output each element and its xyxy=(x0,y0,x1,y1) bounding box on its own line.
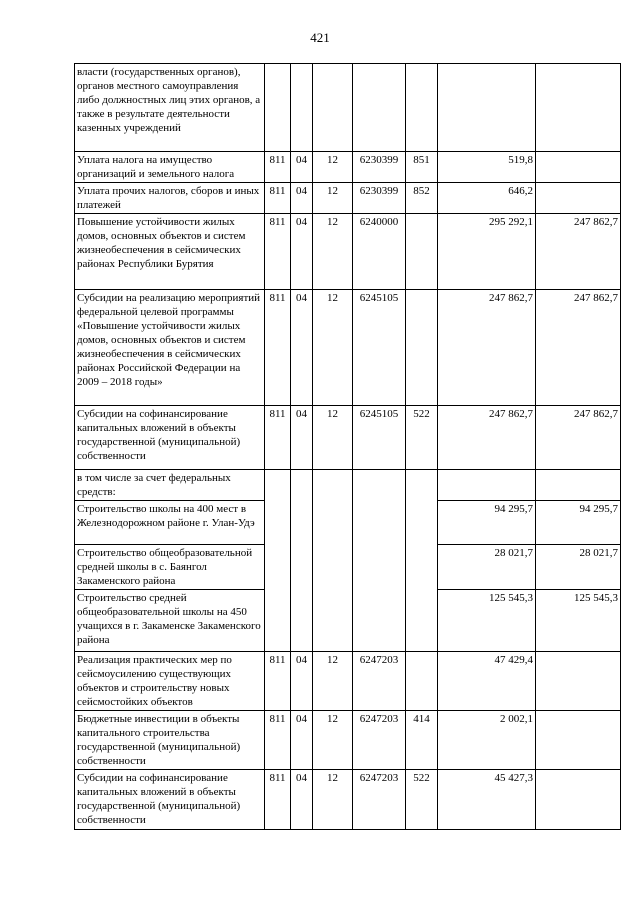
sum-col-1 xyxy=(438,64,536,152)
federal-item-name: Строительство общеобразовательной средней школы в с. Баянгол Закаменского района xyxy=(75,545,265,590)
sum-col-1 xyxy=(438,470,536,501)
table-row xyxy=(75,183,621,214)
row-name: Субсидии на софинансирование капитальных вложений в объекты государственной (муниципальной) собственности xyxy=(75,406,265,470)
rz-code xyxy=(291,470,313,652)
row-name: Реализация практических мер по сейсмоусилению существующих объектов и строительству новых сейсмостойких объектов xyxy=(75,652,265,711)
rz-code: 04 xyxy=(291,183,313,214)
rz-code: 04 xyxy=(291,290,313,406)
pr-code: 12 xyxy=(313,152,353,183)
pr-code: 12 xyxy=(313,652,353,711)
vr-code xyxy=(406,470,438,652)
rz-code: 04 xyxy=(291,152,313,183)
sum-col-2 xyxy=(536,64,621,152)
sum-col-1: 519,8 xyxy=(438,152,536,183)
sum-col-1: 45 427,3 xyxy=(438,770,536,830)
table-row xyxy=(75,64,621,152)
grbs-code: 811 xyxy=(265,652,291,711)
sum-col-2 xyxy=(536,152,621,183)
rz-code: 04 xyxy=(291,711,313,770)
grbs-code: 811 xyxy=(265,290,291,406)
table-row xyxy=(75,214,621,290)
page-number: 421 xyxy=(310,30,330,45)
grbs-code: 811 xyxy=(265,214,291,290)
grbs-code: 811 xyxy=(265,152,291,183)
vr-code: 522 xyxy=(406,406,438,470)
pr-code xyxy=(313,470,353,652)
sum-col-1: 2 002,1 xyxy=(438,711,536,770)
sum-col-2 xyxy=(536,770,621,830)
sum-col-2: 247 862,7 xyxy=(536,214,621,290)
pr-code: 12 xyxy=(313,406,353,470)
grbs-code xyxy=(265,64,291,152)
rz-code: 04 xyxy=(291,406,313,470)
sum-col-2: 125 545,3 xyxy=(536,590,621,652)
grbs-code: 811 xyxy=(265,770,291,830)
table-row xyxy=(75,406,621,470)
csr-code: 6247203 xyxy=(353,770,406,830)
row-name: Субсидии на софинансирование капитальных вложений в объекты государственной (муниципальной) собственности xyxy=(75,770,265,830)
vr-code: 522 xyxy=(406,770,438,830)
row-name: Субсидии на реализацию мероприятий федеральной целевой программы «Повышение устойчивости жилых домов, основных объектов и систем жизнеобеспечения в сейсмических районах Российской Федерации на 2009 – 2018 годы» xyxy=(75,290,265,406)
grbs-code: 811 xyxy=(265,711,291,770)
sum-col-2: 94 295,7 xyxy=(536,501,621,545)
grbs-code: 811 xyxy=(265,406,291,470)
rz-code: 04 xyxy=(291,652,313,711)
csr-code: 6245105 xyxy=(353,290,406,406)
csr-code: 6240000 xyxy=(353,214,406,290)
csr-code: 6230399 xyxy=(353,152,406,183)
sum-col-1: 295 292,1 xyxy=(438,214,536,290)
federal-item-name: Строительство средней общеобразовательной школы на 450 учащихся в г. Закаменске Закаменского района xyxy=(75,590,265,652)
pr-code: 12 xyxy=(313,214,353,290)
grbs-code: 811 xyxy=(265,183,291,214)
sum-col-2: 28 021,7 xyxy=(536,545,621,590)
sum-col-1: 247 862,7 xyxy=(438,406,536,470)
budget-table xyxy=(74,63,621,830)
csr-code xyxy=(353,470,406,652)
pr-code: 12 xyxy=(313,770,353,830)
vr-code xyxy=(406,64,438,152)
sum-col-1: 247 862,7 xyxy=(438,290,536,406)
pr-code: 12 xyxy=(313,711,353,770)
rz-code xyxy=(291,64,313,152)
table-row xyxy=(75,152,621,183)
table-row xyxy=(75,290,621,406)
vr-code xyxy=(406,652,438,711)
pr-code: 12 xyxy=(313,183,353,214)
csr-code: 6247203 xyxy=(353,652,406,711)
table-row xyxy=(75,711,621,770)
table-row xyxy=(75,652,621,711)
vr-code xyxy=(406,214,438,290)
sum-col-2: 247 862,7 xyxy=(536,290,621,406)
row-name: Уплата прочих налогов, сборов и иных платежей xyxy=(75,183,265,214)
table-row xyxy=(75,470,621,501)
sum-col-1: 47 429,4 xyxy=(438,652,536,711)
sum-col-2 xyxy=(536,652,621,711)
row-name: Уплата налога на имущество организаций и земельного налога xyxy=(75,152,265,183)
sum-col-2 xyxy=(536,711,621,770)
csr-code: 6230399 xyxy=(353,183,406,214)
vr-code: 851 xyxy=(406,152,438,183)
row-name: власти (государственных органов), органов местного самоуправления либо должностных лиц этих органов, а также в результате деятельности казенных учреждений xyxy=(75,64,265,152)
sum-col-2: 247 862,7 xyxy=(536,406,621,470)
row-name: Бюджетные инвестиции в объекты капитального строительства государственной (муниципальной) собственности xyxy=(75,711,265,770)
vr-code: 852 xyxy=(406,183,438,214)
sum-col-2 xyxy=(536,470,621,501)
rz-code: 04 xyxy=(291,214,313,290)
rz-code: 04 xyxy=(291,770,313,830)
vr-code: 414 xyxy=(406,711,438,770)
sum-col-1: 28 021,7 xyxy=(438,545,536,590)
sum-col-1: 646,2 xyxy=(438,183,536,214)
sum-col-1: 94 295,7 xyxy=(438,501,536,545)
sum-col-2 xyxy=(536,183,621,214)
sum-col-1: 125 545,3 xyxy=(438,590,536,652)
vr-code xyxy=(406,290,438,406)
federal-funds-label: в том числе за счет федеральных средств: xyxy=(75,470,265,501)
table-row xyxy=(75,770,621,830)
pr-code xyxy=(313,64,353,152)
grbs-code xyxy=(265,470,291,652)
pr-code: 12 xyxy=(313,290,353,406)
csr-code xyxy=(353,64,406,152)
csr-code: 6247203 xyxy=(353,711,406,770)
csr-code: 6245105 xyxy=(353,406,406,470)
row-name: Повышение устойчивости жилых домов, основных объектов и систем жизнеобеспечения в сейсмических районах Республики Бурятия xyxy=(75,214,265,290)
federal-item-name: Строительство школы на 400 мест в Железнодорожном районе г. Улан-Удэ xyxy=(75,501,265,545)
